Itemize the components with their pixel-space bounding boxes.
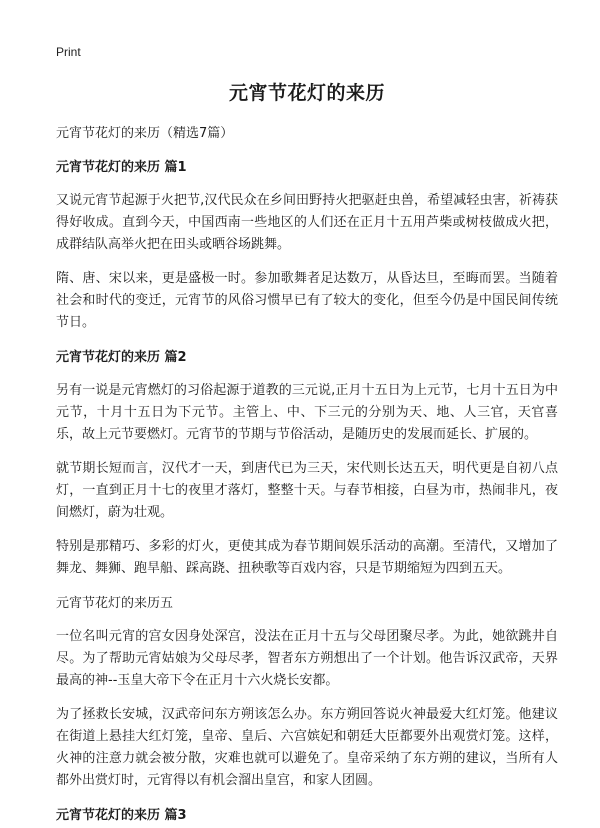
paragraph: 就节期长短而言，汉代才一天，到唐代已为三天，宋代则长达五天，明代更是自初八点灯，一直到正月十七的夜里才落灯，整整十天。与春节相接，白昼为市，热闹非凡，夜间燃灯，蔚为壮观。 bbox=[56, 461, 558, 520]
paragraph: 为了拯救长安城，汉武帝问东方朔该怎么办。东方朔回答说火神最爱大红灯笼。他建议在街道上悬挂大红灯笼，皇帝、皇后、六宫嫔妃和朝廷大臣都要外出观赏灯笼。这样，火神的注意力就会被分散，灾难也就可以避免了。皇帝采纳了东方朔的建议，当所有人都外出赏灯时，元宵得以有机会溜出皇宫，和家人团圆。 bbox=[56, 707, 558, 788]
paragraph: 一位名叫元宵的宫女因身处深宫，没法在正月十五与父母团聚尽孝。为此，她欲跳井自尽。为了帮助元宵姑娘为父母尽孝，智者东方朔想出了一个计划。他告诉汉武帝，天界最高的神--玉皇大帝下令在正月十六火烧长安都。 bbox=[56, 629, 558, 688]
section-heading-5: 元宵节花灯的来历五 bbox=[56, 596, 174, 611]
section-heading-1: 元宵节花灯的来历 篇1 bbox=[56, 160, 187, 175]
paragraph: 特别是那精巧、多彩的灯火，更使其成为春节期间娱乐活动的高潮。至清代，又增加了舞龙、舞狮、跑旱船、踩高跷、扭秧歌等百戏内容，只是节期缩短为四到五天。 bbox=[56, 539, 558, 576]
print-link[interactable]: Print bbox=[56, 45, 81, 59]
page-title: 元宵节花灯的来历 bbox=[228, 82, 385, 104]
paragraph: 另有一说是元宵燃灯的习俗起源于道教的三元说,正月十五日为上元节，七月十五日为中元节，十月十五日为下元节。主管上、中、下三元的分别为天、地、人三官，天官喜乐，故上元节要燃灯。元宵节的节期与节俗活动，是随历史的发展而延长、扩展的。 bbox=[56, 383, 558, 442]
paragraph: 又说元宵节起源于火把节,汉代民众在乡间田野持火把驱赶虫兽，希望减轻虫害，祈祷获得好收成。直到今天，中国西南一些地区的人们还在正月十五用芦柴或树枝做成火把，成群结队高举火把在田头或晒谷场跳舞。 bbox=[56, 193, 558, 252]
section-heading-2: 元宵节花灯的来历 篇2 bbox=[56, 350, 187, 365]
section-heading-3: 元宵节花灯的来历 篇3 bbox=[56, 808, 187, 823]
paragraph: 隋、唐、宋以来，更是盛极一时。参加歌舞者足达数万，从昏达旦，至晦而罢。当随着社会和时代的变迁，元宵节的风俗习惯早已有了较大的变化，但至今仍是中国民间传统节日。 bbox=[56, 271, 558, 330]
document-subtitle: 元宵节花灯的来历（精选7篇） bbox=[56, 126, 234, 141]
